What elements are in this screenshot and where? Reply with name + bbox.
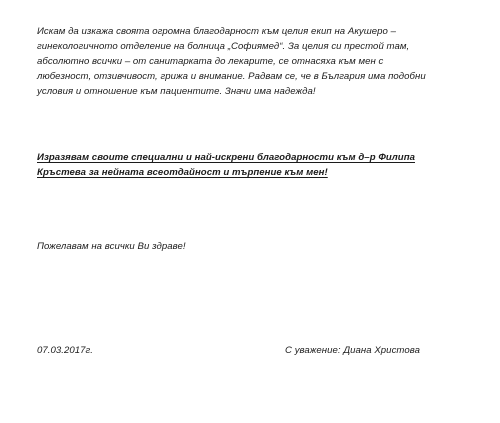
letter-date: 07.03.2017г. <box>37 345 94 356</box>
paragraph-line: условия и отношение към пациентите. Значи има надежда! <box>37 86 316 97</box>
paragraph-line: абсолютно всички – от санитарката до лекарите, се отнасяха към мен с <box>37 56 384 67</box>
paragraph-line: Искам да изкажа своята огромна благодарност към целия екип на Акушеро – <box>37 26 397 37</box>
gratitude-paragraph <box>37 24 426 99</box>
wish-line: Пожелавам на всички Ви здраве! <box>37 241 186 252</box>
paragraph-line: Кръстева за нейната всеотдайност и търпение към мен! <box>37 167 328 178</box>
paragraph-line: гинекологичното отделение на болница „Софиямед“. За целия си престой там, <box>37 41 410 52</box>
special-thanks-paragraph <box>37 150 415 180</box>
paragraph-line: Изразявам своите специални и най-искрени благодарности към д–р Филипа <box>37 152 415 163</box>
signature: С уважение: Диана Христова <box>285 345 420 356</box>
paragraph-line: любезност, отзивчивост, грижа и внимание. Радвам се, че в България има подобни <box>37 71 426 82</box>
